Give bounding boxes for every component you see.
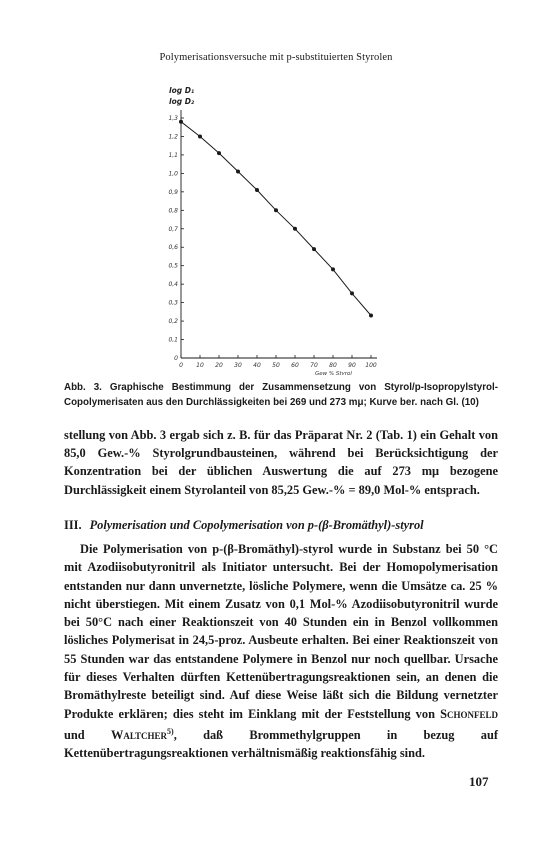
section-title: Polymerisation und Copolymerisation von p-(β-Bromäthyl)-styrol: [89, 518, 424, 532]
body-paragraph-1: stellung von Abb. 3 ergab sich z. B. für das Präparat Nr. 2 (Tab. 1) ein Gehalt von 85,0 Gew.-% Styrolgrundbausteinen, während bei Berücksichtigung der Konzentration bei der üblichen Auswertung die auf 273 mμ bezogene Durchlässigkeit einem Styrolanteil von 85,25 Gew.-% = 89,0 Mol-% entsprach.: [64, 428, 498, 497]
y-ticks: [168, 115, 184, 362]
data-points: [179, 120, 373, 318]
page-number: 107: [469, 774, 489, 789]
x-tick-label: 70: [310, 362, 318, 369]
y-tick-label: 0,3: [168, 299, 178, 307]
data-point: [236, 170, 240, 174]
y-tick-label: 0,6: [168, 244, 178, 252]
x-tick-label: 30: [234, 362, 242, 369]
section-number: III.: [64, 518, 82, 532]
body-paragraph-2-text-a: Die Polymerisation von p-(β-Bromäthyl)-styrol wurde in Substanz bei 50 °C mit Azodiisobutyronitril als Initiator untersucht. Bei der Homopolymerisation entstanden nur dann unvernetzte, lösliche Polymere, wenn die Umsätze ca. 25 % nicht überstiegen. Mit einem Zusatz von 0,1 Mol-% Azodiisobutyronitril wurde bei 50°C nach einer Reaktionszeit von 40 Stunden ein in Benzol vollkommen lösliches Polymerisat in 24,5-proz. Ausbeute erhalten. Bei einer Reaktionszeit von 55 Stunden war das entstandene Polymere in Benzol nur noch quellbar. Ursache für dieses Verhalten dürften Kettenübertragungsreaktionen sein, an denen die Bromäthylreste beteiligt sind. Auf diese Weise läßt sich die Bildung vernetzter Produkte erklären; dies steht im Einklang mit der Feststellung von: [64, 542, 498, 721]
data-point: [331, 267, 335, 271]
data-point: [198, 134, 202, 138]
x-tick-label: 90: [348, 362, 356, 369]
y-tick-label: 0,2: [168, 318, 178, 326]
y-tick-label: 0,9: [168, 188, 178, 196]
y-tick-label: 0: [174, 355, 178, 362]
y-tick-label: 0,1: [168, 336, 178, 344]
y-tick-label: 0,8: [168, 207, 178, 215]
x-tick-label: 0: [179, 362, 183, 369]
author-schonfeld: Schonfeld: [440, 706, 498, 721]
y-tick-label: 1,2: [168, 133, 178, 141]
author-waltcher: Waltcher: [110, 728, 168, 743]
y-axis-label-line-1: log D₁: [169, 86, 195, 95]
x-tick-label: 50: [272, 362, 280, 369]
y-tick-label: 1,3: [168, 115, 178, 122]
x-axis-label: Gew % Styrol: [315, 371, 352, 375]
body-paragraph-2-text-b: , daß Brommethylgruppen in bezug auf Kettenübertragungsreaktionen verhältnismäßig reaktionsfähig sind.: [64, 728, 498, 761]
x-ticks: [179, 355, 377, 369]
and-word: und: [64, 728, 111, 743]
data-point: [274, 208, 278, 212]
x-tick-label: 60: [291, 362, 299, 369]
data-point: [312, 247, 316, 251]
data-point: [369, 314, 373, 318]
y-tick-label: 0,4: [168, 281, 178, 289]
section-heading: [64, 518, 498, 533]
figure-caption: Abb. 3. Graphische Bestimmung der Zusammensetzung von Styrol/p-Isopropylstyrol-Copolymerisaten aus den Durchlässigkeiten bei 269 und 273 mμ; Kurve ber. nach Gl. (10): [64, 382, 498, 408]
figure-chart: [155, 80, 395, 375]
x-tick-label: 80: [329, 362, 337, 369]
data-point: [293, 227, 297, 231]
body-paragraph-2: [64, 540, 498, 763]
x-tick-label: 20: [215, 362, 223, 369]
y-tick-label: 0,7: [168, 225, 178, 233]
data-point: [350, 291, 354, 295]
y-tick-label: 0,5: [168, 262, 178, 270]
y-tick-label: 1,1: [168, 151, 178, 159]
y-axis-label-line-2: log D₂: [169, 97, 195, 106]
data-point: [255, 188, 259, 192]
series-line: [181, 122, 371, 316]
x-tick-label: 100: [365, 362, 377, 369]
reference-marker: 5): [167, 726, 174, 736]
data-point: [179, 120, 183, 124]
x-tick-label: 10: [196, 362, 204, 369]
running-header: Polymerisationsversuche mit p-substituierten Styrolen: [159, 52, 393, 63]
y-tick-label: 1,0: [168, 170, 178, 178]
x-tick-label: 40: [253, 362, 261, 369]
data-point: [217, 151, 221, 155]
